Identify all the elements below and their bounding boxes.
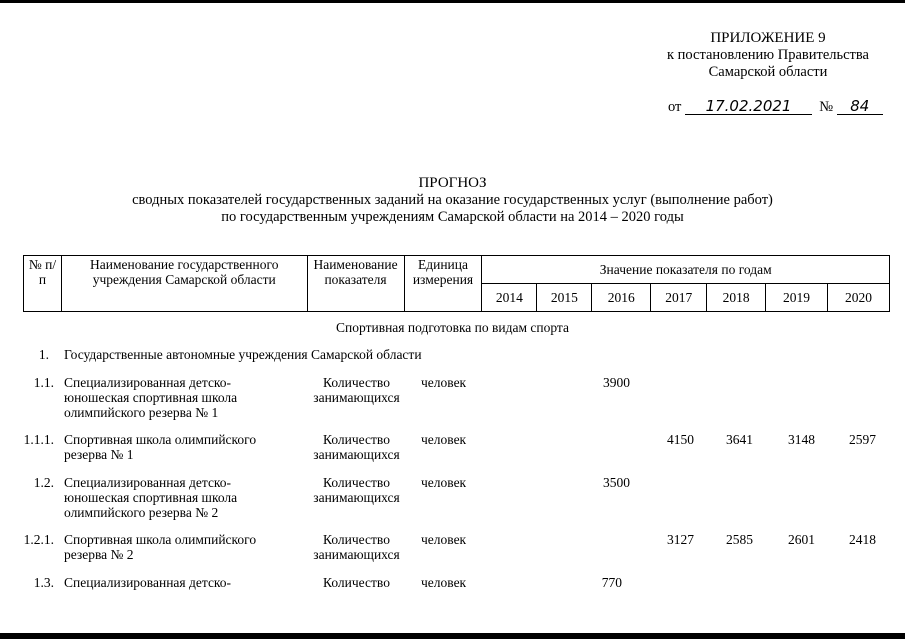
row-unit: человек bbox=[421, 475, 467, 490]
decree-from-label: от bbox=[668, 99, 682, 115]
header-values: Значение показателя по годам bbox=[482, 256, 890, 284]
header-year: 2018 bbox=[707, 284, 766, 312]
value-2016: 3900 bbox=[603, 375, 630, 390]
value-2019: 2601 bbox=[788, 532, 815, 547]
row-name: Специализированная детско- bbox=[64, 575, 232, 590]
row-indicator: Количество занимающихся bbox=[313, 475, 400, 505]
row-unit: человек bbox=[421, 432, 467, 447]
value-2016: 3500 bbox=[603, 475, 630, 490]
row-unit: человек bbox=[421, 575, 467, 590]
row-name: Специализированная детско- юношеская спортивная школа олимпийского резерва № 2 bbox=[64, 475, 238, 520]
value-2019: 3148 bbox=[788, 432, 815, 447]
appendix-line: к постановлению Правительства bbox=[667, 47, 869, 63]
decree-date: 17.02.2021 bbox=[685, 99, 812, 115]
header-year: 2020 bbox=[827, 284, 889, 312]
row-num: 1.1. bbox=[33, 375, 54, 390]
appendix-title: ПРИЛОЖЕНИЕ 9 bbox=[710, 30, 826, 46]
header-indicator: Наименование показателя bbox=[307, 256, 404, 312]
scan-bottom-border bbox=[0, 633, 905, 639]
header-year: 2016 bbox=[592, 284, 651, 312]
group-name: Государственные автономные учреждения Самарской области bbox=[64, 347, 422, 362]
value-2020: 2418 bbox=[849, 532, 876, 547]
value-2018: 2585 bbox=[726, 532, 753, 547]
decree-number-label: № bbox=[819, 99, 834, 115]
row-num: 1.2. bbox=[33, 475, 54, 490]
header-year: 2014 bbox=[482, 284, 537, 312]
title-line: по государственным учреждениям Самарской области на 2014 – 2020 годы bbox=[221, 209, 684, 225]
group-num: 1. bbox=[38, 347, 49, 362]
row-name: Спортивная школа олимпийского резерва № 2 bbox=[64, 532, 257, 562]
row-name: Спортивная школа олимпийского резерва № 1 bbox=[64, 432, 257, 462]
header-year: 2015 bbox=[537, 284, 592, 312]
header-year: 2019 bbox=[766, 284, 828, 312]
value-2018: 3641 bbox=[726, 432, 753, 447]
row-num: 1.3. bbox=[33, 575, 54, 590]
header-institution: Наименование государственного учреждения Самарской области bbox=[61, 256, 307, 312]
decree-number: 84 bbox=[837, 99, 883, 115]
value-2017: 4150 bbox=[667, 432, 694, 447]
row-indicator: Количество занимающихся bbox=[313, 432, 400, 462]
appendix-line: Самарской области bbox=[708, 64, 828, 80]
title-heading: ПРОГНОЗ bbox=[418, 175, 487, 191]
header-num: № п/п bbox=[24, 256, 62, 312]
row-num: 1.2.1. bbox=[23, 532, 54, 547]
row-name: Специализированная детско- юношеская спортивная школа олимпийского резерва № 1 bbox=[64, 375, 238, 420]
section-heading: Спортивная подготовка по видам спорта bbox=[336, 320, 569, 335]
row-indicator: Количество занимающихся bbox=[313, 375, 400, 405]
header-year: 2017 bbox=[651, 284, 707, 312]
header-unit: Единица измерения bbox=[404, 256, 482, 312]
title-line: сводных показателей государственных заданий на оказание государственных услуг (выполнение работ) bbox=[132, 192, 773, 208]
row-indicator: Количество bbox=[323, 575, 390, 590]
value-2016: 770 bbox=[601, 575, 622, 590]
value-2017: 3127 bbox=[667, 532, 694, 547]
value-2020: 2597 bbox=[849, 432, 876, 447]
row-indicator: Количество занимающихся bbox=[313, 532, 400, 562]
row-unit: человек bbox=[421, 532, 467, 547]
row-unit: человек bbox=[421, 375, 467, 390]
row-num: 1.1.1. bbox=[23, 432, 54, 447]
